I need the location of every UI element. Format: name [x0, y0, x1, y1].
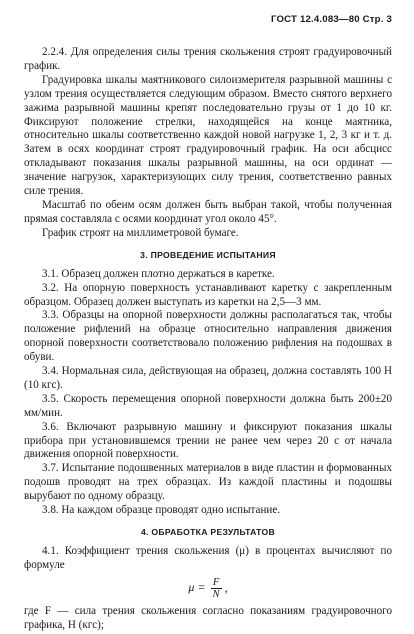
paragraph-3-8: 3.8. На каждом образце проводят одно испытание. — [42, 504, 281, 517]
formula-fraction — [211, 577, 222, 600]
paragraph-3-6: 3.6. Включают разрывную машину и фиксируют показания шкалы прибора при установившемся трении не ранее чем через 20 с от начала движения опорной поверхности. — [24, 420, 392, 461]
document-body — [24, 46, 392, 633]
paragraph-where: где F — сила трения скольжения согласно показаниям градуировочного графика, Н (кгс); — [24, 604, 392, 631]
friction-formula — [24, 577, 392, 600]
paragraph-3-1: 3.1. Образец должен плотно держаться в каретке. — [42, 267, 275, 280]
paragraph-4-1: 4.1. Коэффициент трения скольжения (μ) в процентах вычисляют по формуле — [24, 545, 392, 571]
paragraph-2-2-4: 2.2.4. Для определения силы трения скольжения строят градуировочный график. — [24, 46, 392, 72]
formula-tail: , — [224, 580, 228, 595]
paragraph-3-4: 3.4. Нормальная сила, действующая на образец, должна составлять 100 Н (10 кгс). — [24, 365, 392, 391]
formula-numerator: F — [211, 577, 222, 589]
paragraph-graph-paper: График строят на миллиметровой бумаге. — [42, 226, 239, 239]
section-4-heading: 4. ОБРАБОТКА РЕЗУЛЬТАТОВ — [140, 527, 276, 537]
section-3-heading: 3. ПРОВЕДЕНИЕ ИСПЫТАНИЯ — [140, 249, 276, 260]
paragraph-3-3: 3.3. Образцы на опорной поверхности должны располагаться так, чтобы положение рифлений на образце относительно направления движения опорной поверхности соответствовало положению рифления на подошвах в обуви. — [24, 309, 392, 364]
paragraph-3-7: 3.7. Испытание подошвенных материалов в виде пластин и формованных подошв проводят на трех образцах. Из каждой пластины и подошвы вырубают по одному образцу. — [24, 462, 392, 503]
page-header: ГОСТ 12.4.083—80 Стр. 3 — [270, 14, 392, 25]
paragraph-scale: Масштаб по обеим осям должен быть выбран такой, чтобы полученная прямая составляла с осями координат угол около 45°. — [24, 198, 392, 225]
formula-lhs: μ = — [188, 580, 206, 595]
paragraph-3-5: 3.5. Скорость перемещения опорной поверхности должна быть 200±20 мм/мин. — [24, 392, 392, 419]
formula-denominator: N — [212, 588, 220, 600]
paragraph-3-2: 3.2. На опорную поверхность устанавливают каретку с закрепленным образцом. Образец должен выступать из каретки на 2,5—3 мм. — [24, 281, 392, 308]
paragraph-calibration: Градуировка шкалы маятникового силоизмерителя разрывной машины с узлом трения осуществляется следующим образом. Вместо снятого верхнего зажима разрывной машины крепят последовательно грузы от 1 до 10 кг. Фиксируют положение стрелки, находящейся на конце маятника, относительно шкалы соответственно каждой новой нагрузке 1, 2, 3 кг и т. д. Затем в осях координат строят градуировочный график. На оси абсцисс откладывают показания шкалы разрывной машины, на оси ординат — значение нагрузок, характеризующих силу трения, соответственно равных силе трения. — [24, 73, 392, 198]
